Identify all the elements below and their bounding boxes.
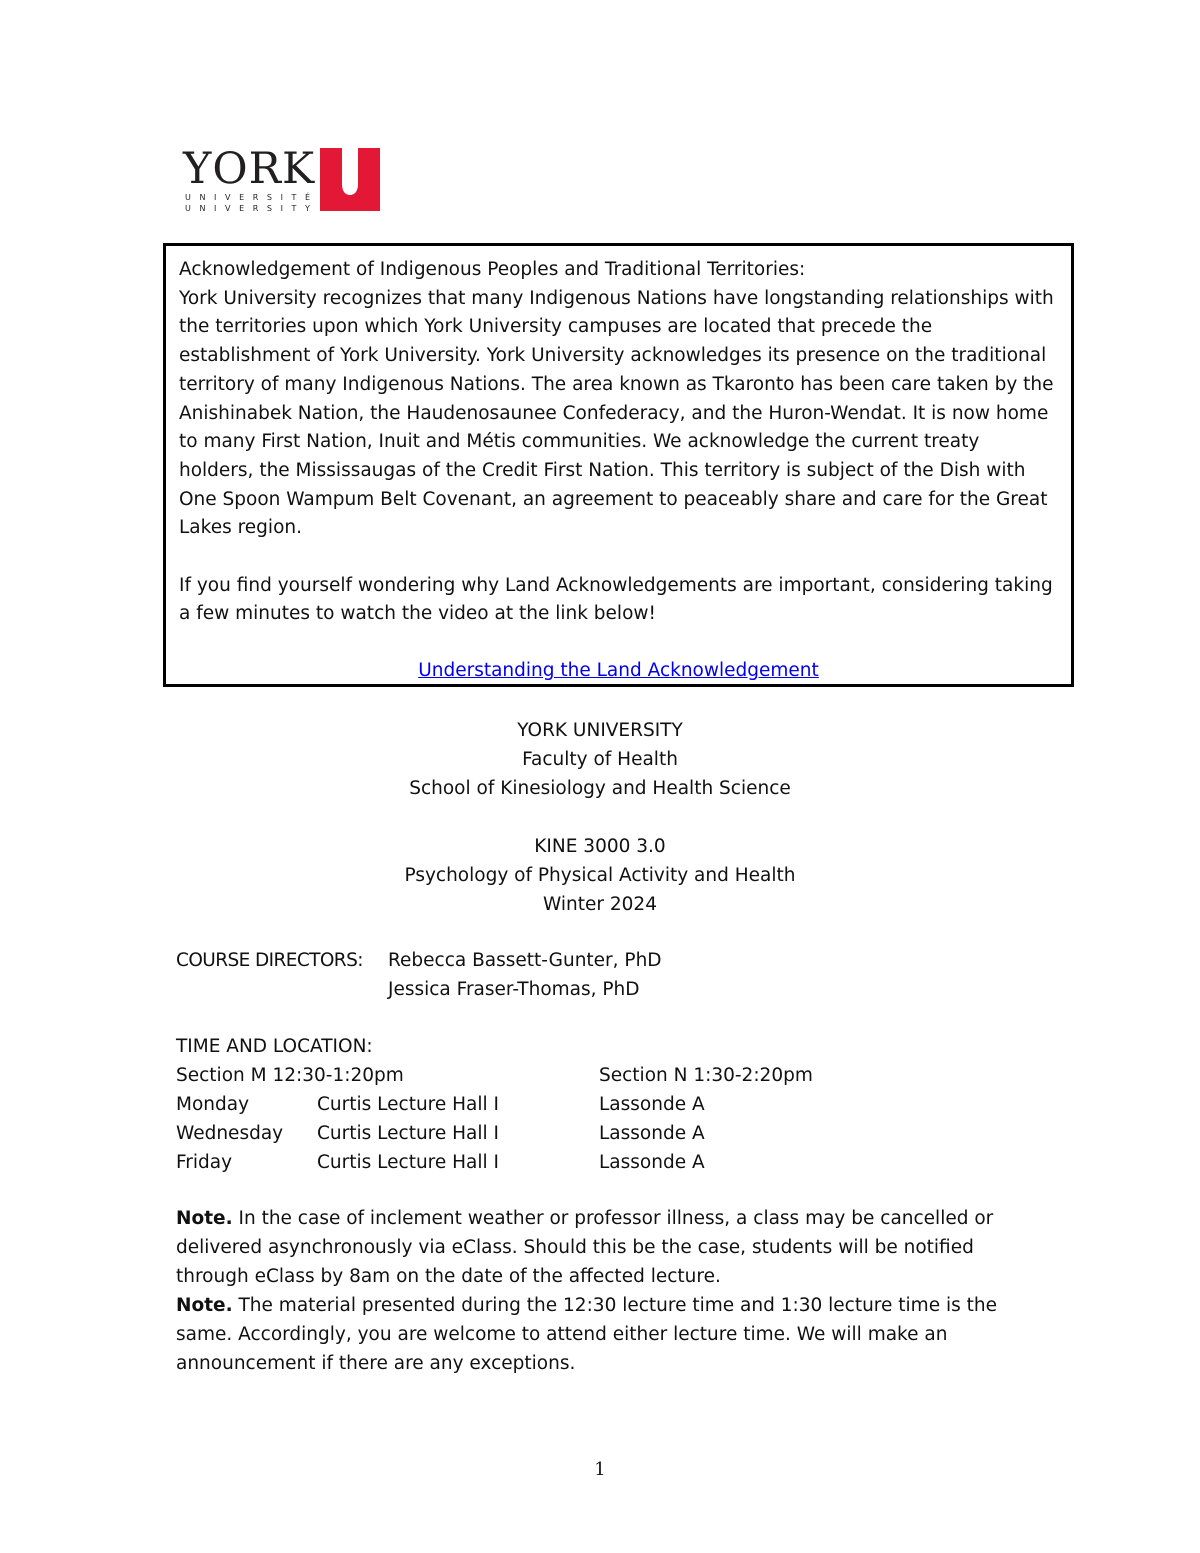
time-and-location (176, 1032, 976, 1177)
schedule-location-m: Curtis Lecture Hall I (317, 1123, 500, 1144)
directors-label: COURSE DIRECTORS: (176, 950, 363, 971)
course-code: KINE 3000 3.0 (534, 836, 666, 857)
schedule-day: Friday (176, 1152, 233, 1173)
schedule-day: Wednesday (176, 1123, 284, 1144)
note-paragraph (176, 1291, 1036, 1378)
course-title: Psychology of Physical Activity and Health (404, 865, 796, 886)
note-label: Note. (176, 1208, 233, 1229)
university-name: YORK UNIVERSITY (517, 720, 683, 741)
faculty-name: Faculty of Health (522, 749, 678, 770)
course-directors (176, 946, 662, 1004)
schedule-location-m: Curtis Lecture Hall I (317, 1152, 500, 1173)
schedule-location-n: Lassonde A (599, 1123, 705, 1144)
schedule-row (176, 1148, 976, 1177)
york-u-logo-icon (320, 148, 380, 211)
schedule-location-n: Lassonde A (599, 1094, 705, 1115)
course-heading (200, 716, 1000, 919)
acknowledgement-body: York University recognizes that many Indigenous Nations have longstanding relationships with the territories upon which York University campuses are located that precede the establishment of York University. York University acknowledges its presence on the traditional territory of many Indigenous Nations. The area known as Tkaronto has been care taken by the Anishinabek Nation, the Haudenosaunee Confederacy, and the Huron-Wendat. It is now home to many First Nation, Inuit and Métis communities. We acknowledge the current treaty holders, the Mississaugas of the Credit First Nation. This territory is subject of the Dish with One Spoon Wampum Belt Covenant, an agreement to peaceably share and care for the Great Lakes region. (179, 287, 1054, 539)
note-label: Note. (176, 1295, 233, 1316)
acknowledgement-title: Acknowledgement of Indigenous Peoples and Traditional Territories: (179, 259, 806, 280)
course-term: Winter 2024 (543, 894, 657, 915)
course-notes (176, 1204, 1036, 1378)
director-name: Rebecca Bassett-Gunter, PhD (388, 950, 662, 971)
time-location-label: TIME AND LOCATION: (176, 1036, 373, 1057)
director-name: Jessica Fraser-Thomas, PhD (388, 979, 640, 1000)
page-number: 1 (594, 1459, 606, 1480)
land-acknowledgement-video-link[interactable]: Understanding the Land Acknowledgement (418, 660, 819, 681)
logo-wordmark: YORK (183, 144, 316, 194)
section-n-header: Section N 1:30-2:20pm (599, 1065, 813, 1086)
school-name: School of Kinesiology and Health Science (409, 778, 791, 799)
land-acknowledgement-box (163, 243, 1074, 687)
section-m-header: Section M 12:30-1:20pm (176, 1065, 404, 1086)
schedule-row (176, 1119, 976, 1148)
note-paragraph (176, 1204, 1036, 1291)
note-text: In the case of inclement weather or professor illness, a class may be cancelled or delivered asynchronously via eClass. Should this be the case, students will be notified through eClass by 8am on the date of the affected lecture. (176, 1208, 994, 1287)
logo-subtitle-french: UNIVERSITÉ (185, 193, 319, 202)
logo-subtitle-english: UNIVERSITY (185, 204, 319, 213)
note-text: The material presented during the 12:30 lecture time and 1:30 lecture time is the same. Accordingly, you are welcome to attend either lecture time. We will make an announcement if there are any exceptions. (176, 1295, 997, 1374)
acknowledgement-invite: If you find yourself wondering why Land Acknowledgements are important, considering taking a few minutes to watch the video at the link below! (179, 574, 1053, 625)
schedule-day: Monday (176, 1094, 250, 1115)
schedule-location-m: Curtis Lecture Hall I (317, 1094, 500, 1115)
schedule-row (176, 1090, 976, 1119)
schedule-location-n: Lassonde A (599, 1152, 705, 1173)
york-university-logo (183, 146, 383, 212)
